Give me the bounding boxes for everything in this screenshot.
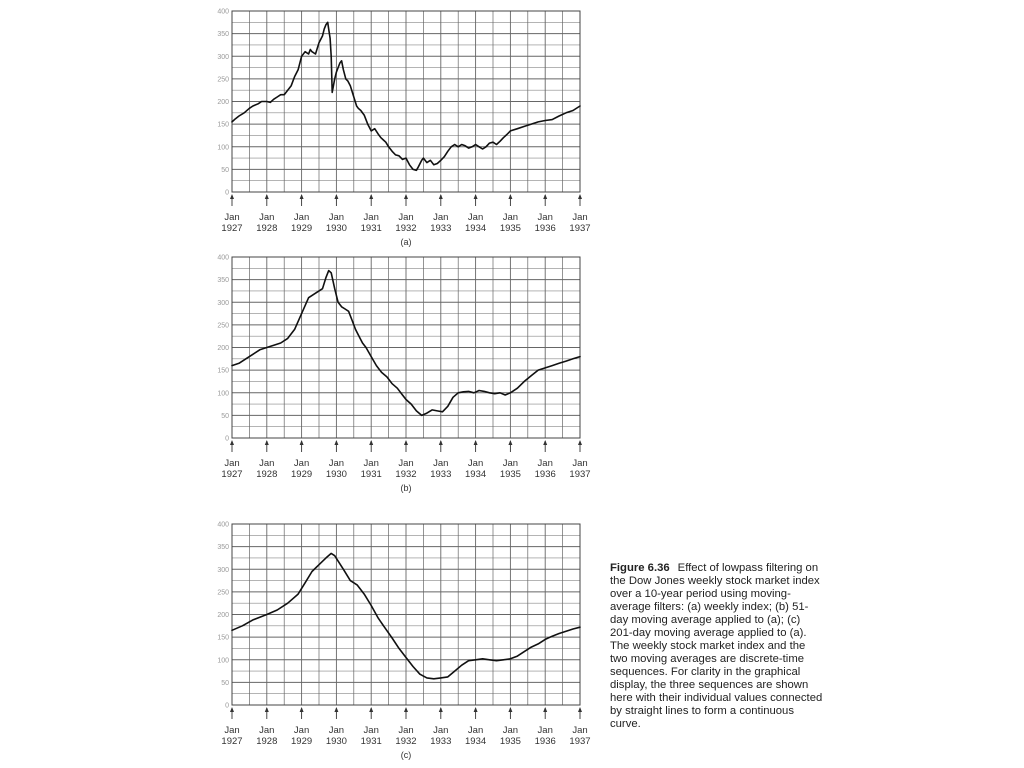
subplot-label: (c) (400, 750, 412, 760)
y-tick-label: 50 (221, 166, 229, 174)
x-tick-month: Jan (572, 212, 588, 223)
x-tick-year: 1933 (430, 736, 452, 747)
x-tick-year: 1927 (221, 469, 243, 480)
x-tick-month: Jan (363, 725, 379, 736)
y-tick-label: 200 (217, 345, 229, 352)
caption-text: Effect of lowpass filtering on the Dow Jones weekly stock market index over a 10-year period using moving-average filters: (a) weekly index; (b) 51-day moving average applied to (a); (c) 201-day moving average applied to (a). The weekly stock market index and the two moving averages are discrete-time sequences. For clarity in the graphical display, the three sequences are shown here with their individual values connected by straight lines to form a continuous curve. (610, 562, 823, 730)
y-tick-label: 350 (217, 277, 229, 285)
x-tick-year: 1928 (256, 223, 278, 234)
x-tick-year: 1932 (395, 469, 417, 480)
x-tick-arrowhead (543, 194, 547, 199)
x-tick-year: 1928 (256, 736, 278, 747)
x-tick-arrowhead (578, 707, 582, 712)
x-tick-arrowhead (439, 194, 443, 199)
x-tick-month: Jan (537, 458, 553, 469)
x-tick-year: 1934 (465, 469, 487, 480)
x-tick-year: 1929 (291, 469, 313, 480)
x-tick-year: 1932 (395, 736, 417, 747)
x-tick-month: Jan (259, 458, 275, 469)
x-tick-month: Jan (572, 725, 588, 736)
x-tick-year: 1936 (534, 736, 556, 747)
x-tick-month: Jan (398, 725, 414, 736)
x-tick-arrowhead (300, 707, 304, 712)
x-tick-year: 1934 (465, 736, 487, 747)
y-tick-label: 100 (217, 144, 229, 152)
x-tick-month: Jan (467, 212, 484, 223)
chart-b (217, 255, 590, 494)
x-tick-year: 1937 (569, 736, 591, 747)
x-tick-arrowhead (404, 194, 408, 199)
x-tick-month: Jan (398, 458, 414, 469)
x-tick-month: Jan (224, 458, 240, 469)
x-tick-year: 1937 (569, 223, 591, 234)
x-tick-year: 1927 (221, 736, 243, 747)
y-tick-label: 0 (225, 189, 229, 197)
x-tick-arrowhead (265, 707, 269, 712)
x-tick-month: Jan (467, 725, 484, 736)
x-tick-arrowhead (474, 440, 478, 445)
y-tick-label: 250 (217, 76, 229, 84)
y-tick-label: 300 (217, 566, 229, 574)
x-tick-year: 1936 (534, 223, 556, 234)
x-tick-month: Jan (328, 212, 345, 223)
x-tick-arrowhead (439, 707, 443, 712)
x-tick-arrowhead (300, 440, 304, 445)
x-tick-month: Jan (363, 212, 379, 223)
x-tick-arrowhead (230, 440, 234, 445)
y-tick-label: 400 (217, 8, 229, 16)
x-tick-arrowhead (334, 194, 338, 199)
x-tick-arrowhead (543, 707, 547, 712)
x-tick-month: Jan (224, 725, 240, 736)
x-tick-month: Jan (293, 212, 310, 223)
x-tick-year: 1931 (360, 223, 382, 234)
x-tick-arrowhead (508, 440, 512, 445)
subplot-label: (b) (400, 483, 412, 493)
x-tick-year: 1933 (430, 469, 452, 480)
x-tick-month: Jan (467, 458, 484, 469)
x-tick-month: Jan (572, 458, 588, 469)
x-tick-month: Jan (328, 725, 345, 736)
x-tick-year: 1930 (325, 736, 347, 747)
x-tick-arrowhead (543, 440, 547, 445)
y-tick-label: 100 (217, 390, 229, 398)
subplot-label: (a) (400, 237, 412, 247)
x-tick-year: 1927 (221, 223, 243, 234)
x-tick-arrowhead (334, 440, 338, 445)
x-tick-month: Jan (502, 725, 519, 736)
x-tick-arrowhead (300, 194, 304, 199)
x-tick-year: 1931 (360, 736, 382, 747)
y-tick-label: 250 (217, 589, 229, 597)
x-tick-arrowhead (265, 194, 269, 199)
x-tick-month: Jan (293, 725, 310, 736)
x-tick-month: Jan (363, 458, 379, 469)
x-tick-month: Jan (259, 212, 275, 223)
y-tick-label: 150 (217, 634, 229, 642)
x-tick-month: Jan (293, 458, 310, 469)
x-tick-year: 1934 (465, 223, 487, 234)
y-tick-label: 0 (225, 702, 229, 710)
y-tick-label: 50 (221, 412, 229, 420)
x-tick-arrowhead (474, 707, 478, 712)
y-tick-label: 0 (225, 435, 229, 443)
x-tick-month: Jan (433, 212, 449, 223)
x-tick-year: 1928 (256, 469, 278, 480)
y-tick-label: 100 (217, 657, 229, 665)
x-tick-year: 1930 (325, 223, 347, 234)
x-tick-arrowhead (334, 707, 338, 712)
x-tick-month: Jan (259, 725, 275, 736)
x-tick-year: 1936 (534, 469, 556, 480)
x-tick-month: Jan (537, 212, 553, 223)
y-tick-label: 400 (217, 254, 229, 262)
x-tick-year: 1929 (291, 223, 313, 234)
x-tick-year: 1929 (291, 736, 313, 747)
x-tick-arrowhead (439, 440, 443, 445)
x-tick-arrowhead (404, 440, 408, 445)
x-tick-year: 1935 (499, 469, 521, 480)
x-tick-year: 1930 (325, 469, 347, 480)
y-tick-label: 200 (217, 612, 229, 619)
figure-caption (610, 562, 825, 731)
y-tick-label: 300 (217, 299, 229, 307)
x-tick-arrowhead (265, 440, 269, 445)
y-tick-label: 50 (221, 679, 229, 687)
x-tick-arrowhead (578, 194, 582, 199)
x-tick-arrowhead (578, 440, 582, 445)
y-tick-label: 150 (217, 121, 229, 129)
x-tick-month: Jan (433, 458, 449, 469)
x-tick-year: 1935 (499, 223, 521, 234)
x-tick-year: 1931 (360, 469, 382, 480)
x-tick-year: 1932 (395, 223, 417, 234)
y-tick-label: 300 (217, 53, 229, 61)
x-tick-year: 1935 (499, 736, 521, 747)
caption-label: Figure 6.36 (610, 562, 670, 574)
x-tick-arrowhead (474, 194, 478, 199)
chart-a (217, 9, 590, 248)
y-tick-label: 350 (217, 31, 229, 39)
x-tick-arrowhead (508, 194, 512, 199)
y-tick-label: 200 (217, 99, 229, 106)
x-tick-month: Jan (433, 725, 449, 736)
x-tick-month: Jan (502, 458, 519, 469)
x-tick-arrowhead (369, 194, 373, 199)
x-tick-arrowhead (230, 707, 234, 712)
y-tick-label: 150 (217, 367, 229, 375)
x-tick-month: Jan (224, 212, 240, 223)
x-tick-arrowhead (369, 707, 373, 712)
x-tick-month: Jan (537, 725, 553, 736)
y-tick-label: 350 (217, 544, 229, 552)
y-tick-label: 400 (217, 521, 229, 529)
x-tick-arrowhead (404, 707, 408, 712)
x-tick-month: Jan (398, 212, 414, 223)
x-tick-arrowhead (508, 707, 512, 712)
x-tick-year: 1933 (430, 223, 452, 234)
y-tick-label: 250 (217, 322, 229, 330)
x-tick-month: Jan (502, 212, 519, 223)
x-tick-arrowhead (369, 440, 373, 445)
x-tick-arrowhead (230, 194, 234, 199)
x-tick-year: 1937 (569, 469, 591, 480)
x-tick-month: Jan (328, 458, 345, 469)
chart-c (217, 522, 590, 761)
